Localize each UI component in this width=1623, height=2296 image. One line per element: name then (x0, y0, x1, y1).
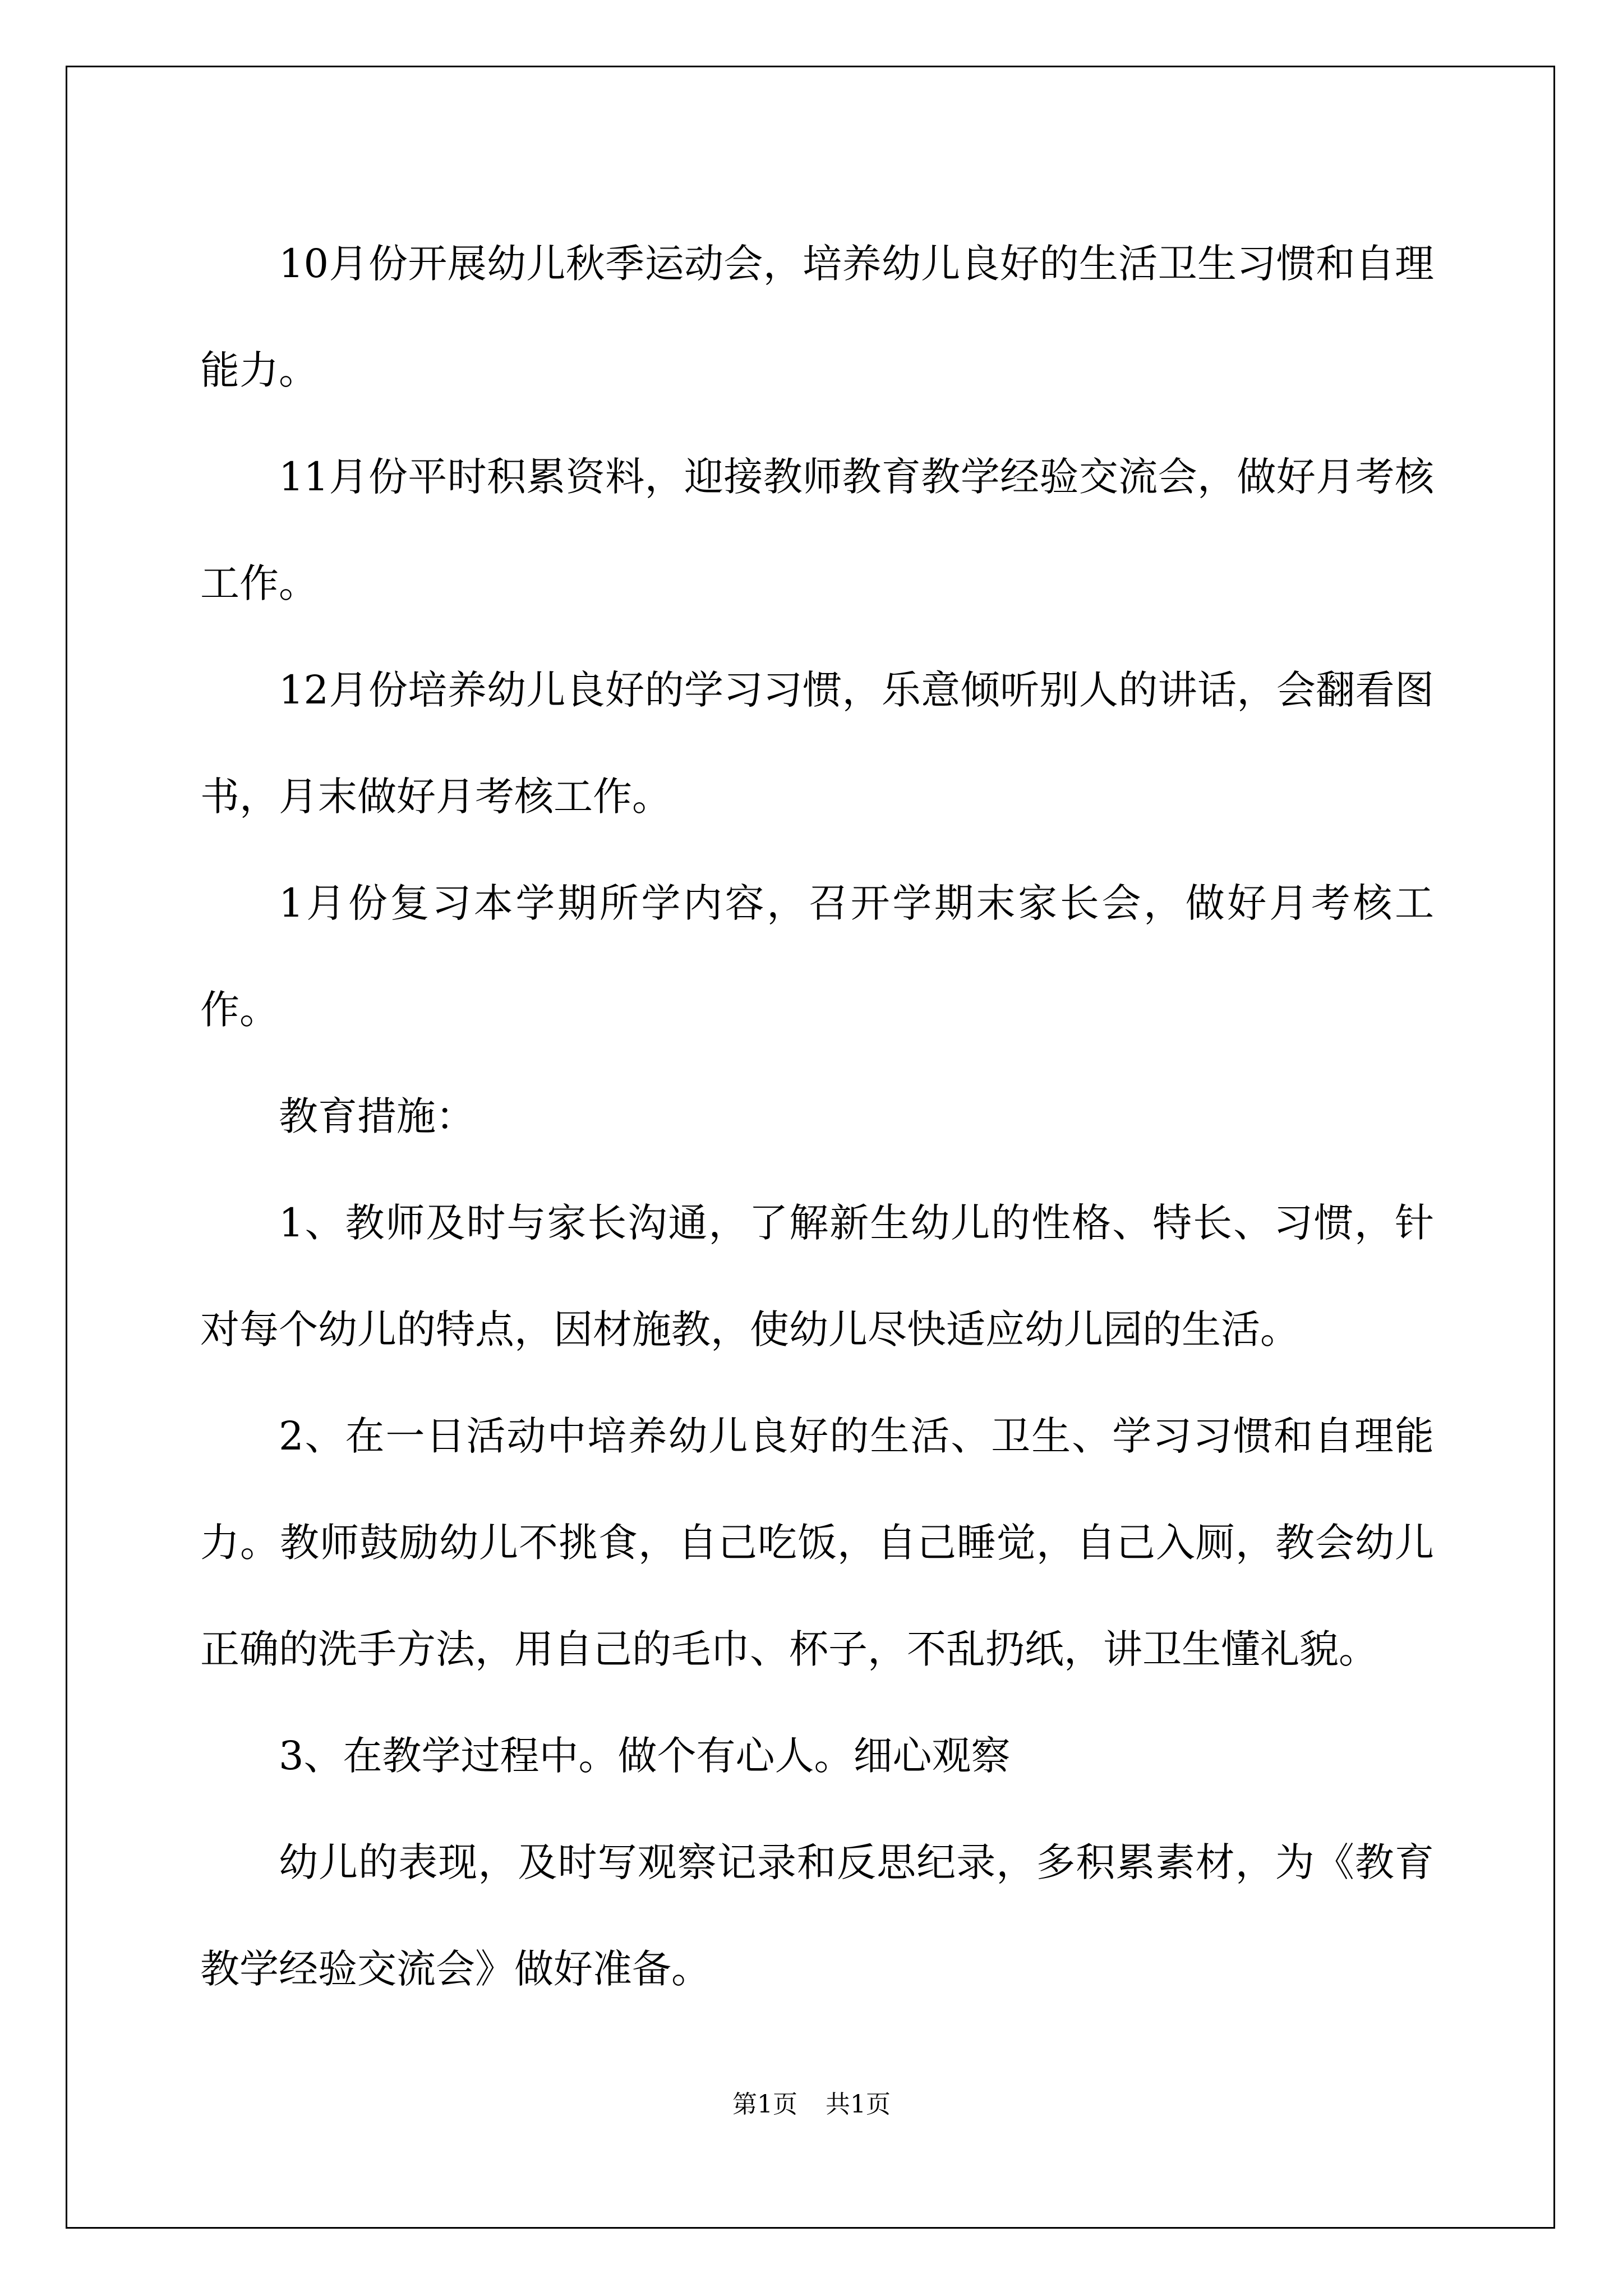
page-footer (0, 2088, 1623, 2122)
page-number-current: 第1页 (732, 2090, 797, 2119)
paragraph-december: 12月份培养幼儿良好的学习习惯，乐意倾听别人的讲话，会翻看图书，月末做好月考核工作。 (200, 667, 1434, 820)
page-number-total: 共1页 (826, 2090, 891, 2119)
paragraph-october: 10月份开展幼儿秋季运动会，培养幼儿良好的生活卫生习惯和自理能力。 (200, 241, 1434, 393)
measure-item-3: 3、在教学过程中。做个有心人。细心观察 (279, 1733, 1011, 1779)
section-heading-measures: 教育措施： (279, 1093, 475, 1139)
paragraph-november: 11月份平时积累资料，迎接教师教育教学经验交流会，做好月考核工作。 (200, 454, 1434, 606)
measure-item-1: 1、教师及时与家长沟通，了解新生幼儿的性格、特长、习惯，针对每个幼儿的特点，因材施教，使幼儿尽快适应幼儿园的生活。 (200, 1200, 1434, 1352)
document-body (200, 210, 1434, 2022)
measure-item-3-continued: 幼儿的表现，及时写观察记录和反思纪录，多积累素材，为《教育教学经验交流会》做好准备。 (200, 1839, 1434, 1992)
measure-item-2: 2、在一日活动中培养幼儿良好的生活、卫生、学习习惯和自理能力。教师鼓励幼儿不挑食，自己吃饭，自己睡觉，自己入厕，教会幼儿正确的洗手方法，用自己的毛巾、杯子，不乱扔纸，讲卫生懂礼貌。 (200, 1413, 1434, 1672)
paragraph-january: 1月份复习本学期所学内容，召开学期末家长会，做好月考核工作。 (200, 880, 1434, 1033)
